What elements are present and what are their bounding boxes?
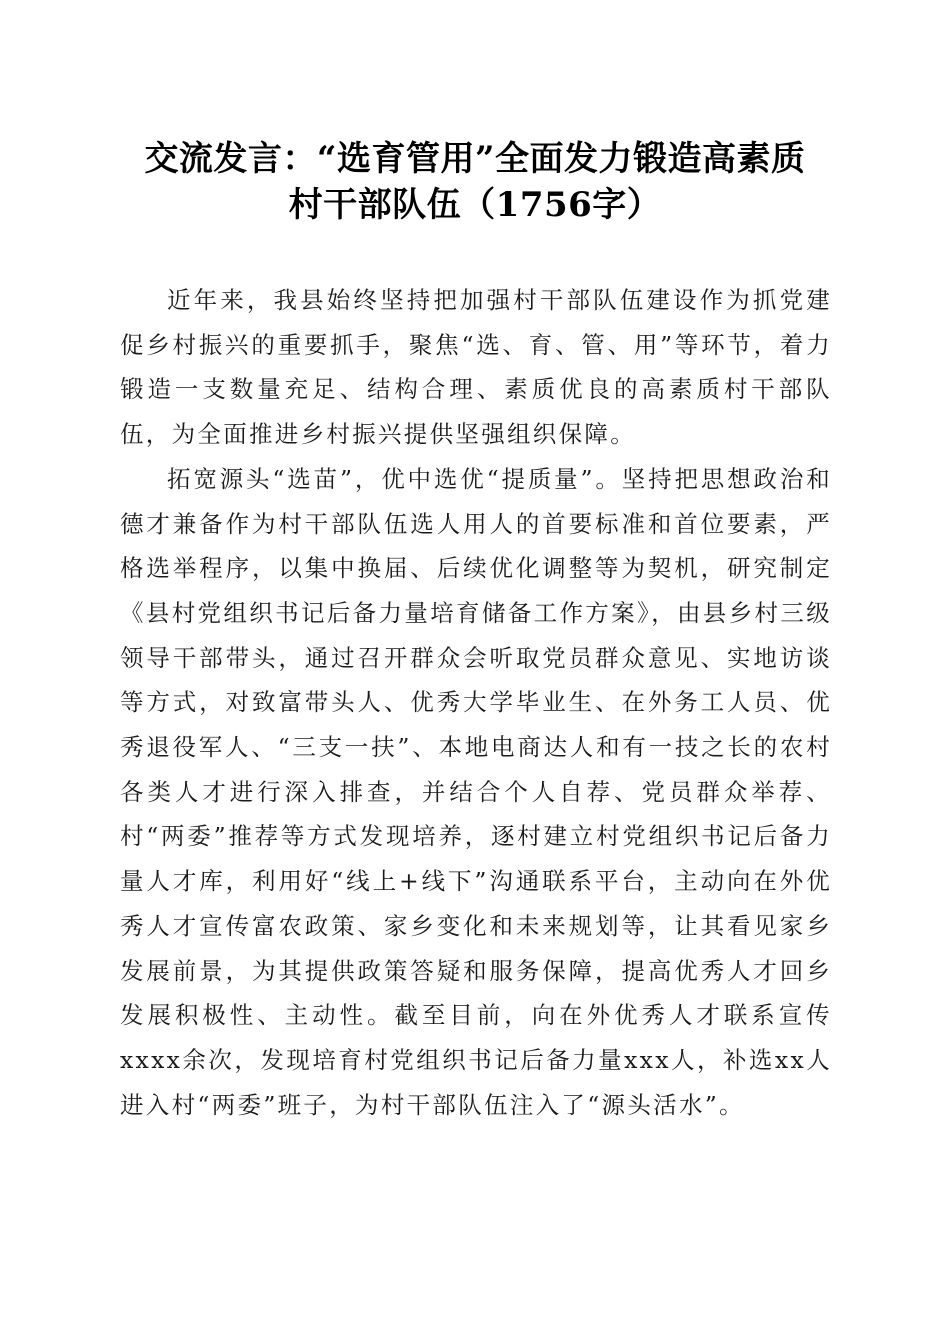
paragraph-selection: 拓宽源头“选苗”，优中选优“提质量”。坚持把思想政治和德才兼备作为村干部队伍选人用人的首要标准和首位要素，严格选举程序，以集中换届、后续优化调整等为契机，研究制定《县村党组织书记后备力量培育储备工作方案》，由县乡村三级领导干部带头，通过召开群众会听取党员群众意见、实地访谈等方式，对致富带头人、优秀大学毕业生、在外务工人员、优秀退役军人、“三支一扶”、本地电商达人和有一技之长的农村各类人才进行深入排查，并结合个人自荐、党员群众举荐、村“两委”推荐等方式发现培养，逐村建立村党组织书记后备力量人才库，利用好“线上+线下”沟通联系平台，主动向在外优秀人才宣传富农政策、家乡变化和未来规划等，让其看见家乡发展前景，为其提供政策答疑和服务保障，提高优秀人才回乡发展积极性、主动性。截至目前，向在外优秀人才联系宣传xxxx余次，发现培育村党组织书记后备力量xxx人，补选xx人进入村“两委”班子，为村干部队伍注入了“源头活水”。: [120, 464, 832, 1119]
paragraph-intro: 近年来，我县始终坚持把加强村干部队伍建设作为抓党建促乡村振兴的重要抓手，聚焦“选、育、管、用”等环节，着力锻造一支数量充足、结构合理、素质优良的高素质村干部队伍，为全面推进乡村振兴提供坚强组织保障。: [120, 286, 832, 449]
title-line-1: 交流发言：“选育管用”全面发力锻造高素质: [144, 139, 806, 179]
document-body: [120, 278, 832, 1127]
document-title: [100, 136, 850, 228]
title-line-2: 村干部队伍（1756字）: [288, 185, 662, 225]
